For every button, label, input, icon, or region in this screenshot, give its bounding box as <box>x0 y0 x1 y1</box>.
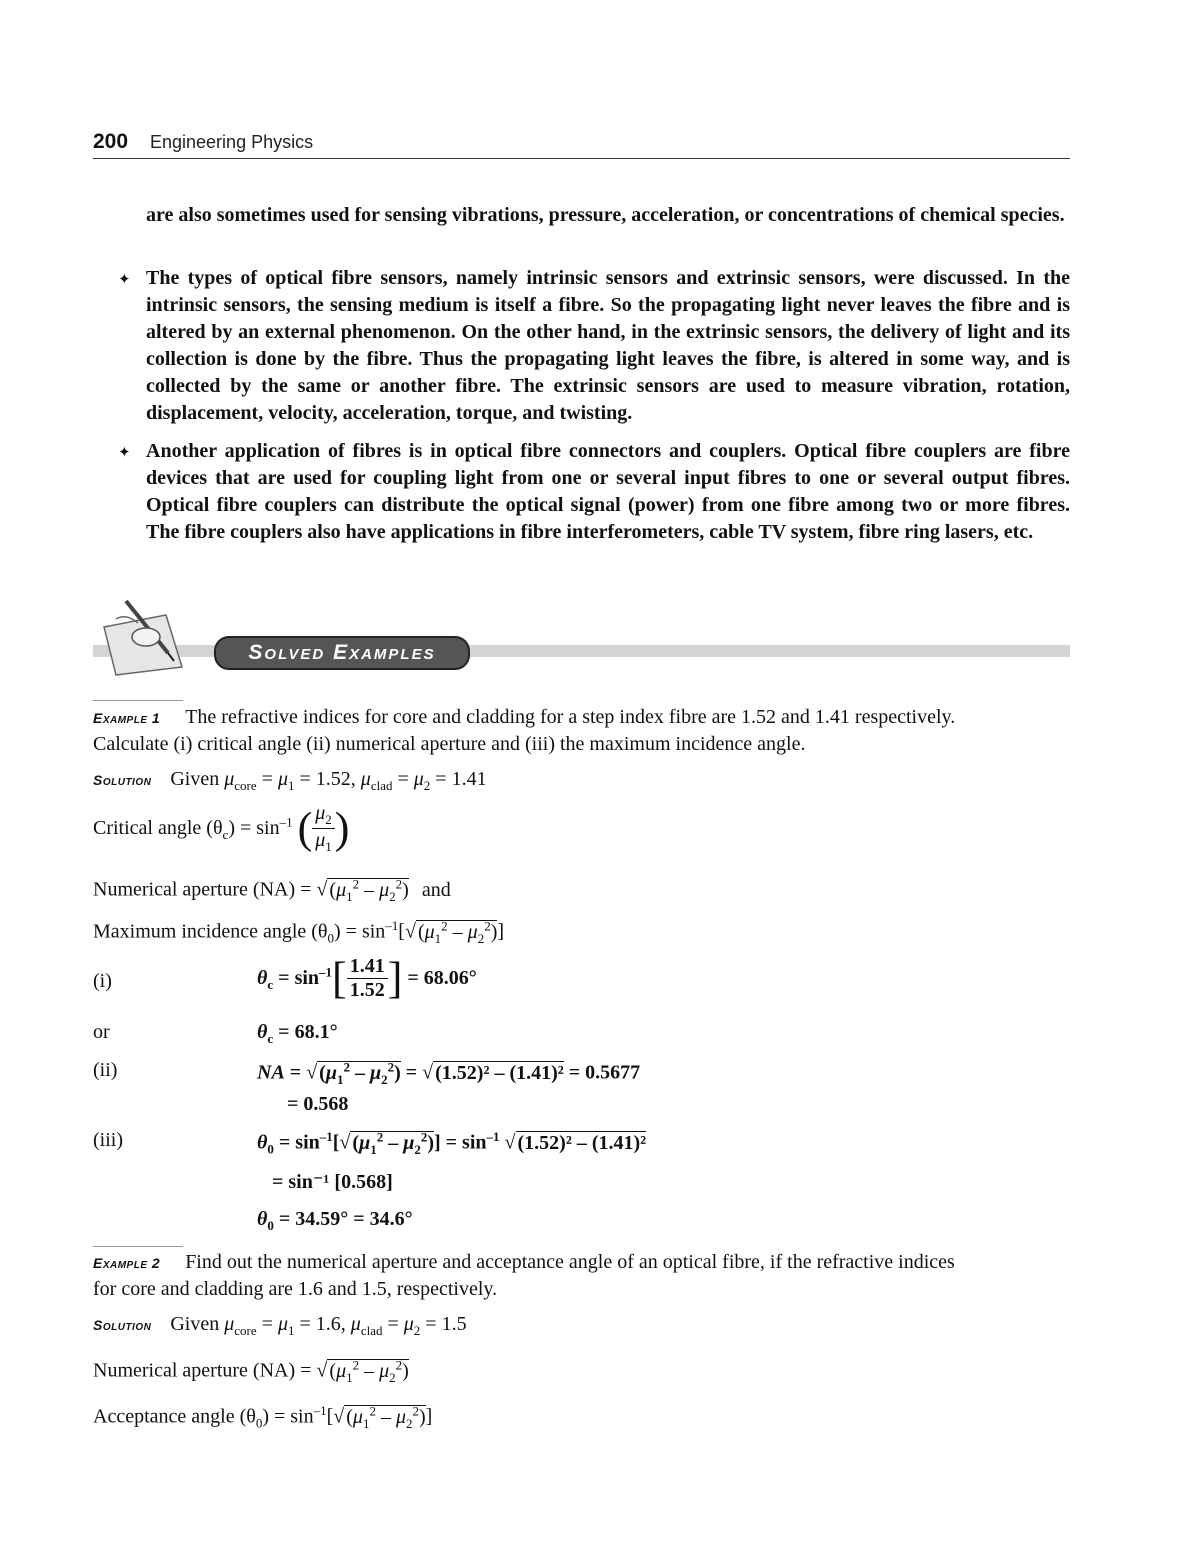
intro-paragraph: are also sometimes used for sensing vibrations, pressure, acceleration, or concentrations of chemical species. <box>146 204 1065 226</box>
bullet-paragraph-sensors: The types of optical fibre sensors, namely intrinsic sensors and extrinsic sensors, were discussed. In the intrinsic sensors, the sensing medium is itself a fibre. So the propagating light never leaves the fibre and is altered by an external phenomenon. On the other hand, in the extrinsic sensors, the delivery of light and its collection is done by the fibre. Thus the propagating light leaves the fibre, is altered in some way, and is collected by the same or another fibre. The extrinsic sensors are used to measure vibration, rotation, displacement, velocity, acceleration, torque, and twisting. <box>146 267 1070 424</box>
bullet-paragraph-couplers: Another application of fibres is in optical fibre connectors and couplers. Optical fibre couplers are fibre devices that are used for coupling light from one or several input fibres to one or several output fibres. Optical fibre couplers can distribute the optical signal (power) from one fibre among two or more fibres. The fibre couplers also have applications in fibre interferometers, cable TV system, fibre ring lasers, etc. <box>146 440 1070 543</box>
part-iii-values: (1.52)² – (1.41)² <box>517 1131 647 1154</box>
part-iii-result: = 34.59° = 34.6° <box>278 1208 413 1230</box>
example-1-solution-given: Solution Given $\mu_{core} = \mu_1 = 1.52$, $\mu_{clad} = \mu_2 = 1.41$ <box>93 768 487 793</box>
part-or-equation: $\theta_c = 68.1^\circ$ <box>257 1021 338 1046</box>
given-word: Given <box>170 1313 220 1335</box>
page-header <box>93 130 1070 159</box>
critical-angle-label-end: ) = sin <box>228 816 280 839</box>
part-ii-values: (1.52)² – (1.41)² <box>435 1061 564 1084</box>
part-ii-label: (ii) <box>93 1059 118 1081</box>
bullet-icon: ✦ <box>118 443 131 461</box>
mu-clad-value: = 1.5 <box>425 1313 467 1335</box>
example-2-label: Example 2 <box>93 1255 161 1271</box>
max-incidence-label-end: ) = sin <box>334 920 386 943</box>
section-title-solved-examples: Solved Examples <box>214 636 470 670</box>
example-2-solution-given: Solution Given $\mu_{core} = \mu_1 = 1.6$, $\mu_{clad} = \mu_2 = 1.5$ <box>93 1313 467 1338</box>
acceptance-label-end: ) = sin <box>262 1405 314 1428</box>
mu-core-value: = 1.52, <box>299 768 356 790</box>
part-i-numerator: 1.41 <box>347 955 388 979</box>
part-iii-final: $\theta_0 = 34.59^\circ = 34.6^\circ$ <box>257 1208 413 1233</box>
part-i-denominator: 1.52 <box>349 979 385 1001</box>
example-1-label: Example 1 <box>93 710 161 726</box>
bullet-icon: ✦ <box>118 270 131 288</box>
part-or-result: = 68.1° <box>278 1021 338 1043</box>
part-ii-rounded: = 0.568 <box>287 1093 349 1115</box>
part-iii-equation: $\theta_0 = \sin^{-1}[√$ $(\mu_1^2 - \mu_2^2)] = \sin^{-1}$ √ (1.52)² – (1.41)² <box>257 1129 647 1157</box>
solution-label: Solution <box>93 1317 152 1333</box>
na-label: Numerical aperture (NA) = <box>93 878 312 901</box>
acceptance-label: Acceptance angle (θ <box>93 1405 256 1428</box>
example-2-line1 <box>93 1251 955 1274</box>
na-label: Numerical aperture (NA) = <box>93 1359 312 1382</box>
part-ii-result: = 0.5677 <box>568 1061 641 1084</box>
part-i-label: (i) <box>93 970 112 992</box>
example-1-problem-line2: Calculate (i) critical angle (ii) numerical aperture and (iii) the maximum incidence angle. <box>93 733 806 755</box>
writing-hand-icon <box>96 597 206 677</box>
mu-clad-value: = 1.41 <box>435 768 487 790</box>
example-2-acceptance-formula: Acceptance angle $(\theta_0) = \sin^{-1}[√$ $(\mu_1^2 - \mu_2^2)$] <box>93 1403 433 1431</box>
page-number: 200 <box>93 130 129 153</box>
part-or-label: or <box>93 1021 110 1043</box>
solution-label: Solution <box>93 772 152 788</box>
example-rule <box>93 700 183 701</box>
example-2-problem: Find out the numerical aperture and acceptance angle of an optical fibre, if the refractive indices <box>185 1251 955 1273</box>
part-ii-equation: NA = √ $(\mu_1^2 - \mu_2^2)$ = √ (1.52)² – (1.41)² = 0.5677 <box>257 1059 641 1087</box>
mu-core-value: = 1.6, <box>299 1313 346 1335</box>
critical-angle-formula: Critical angle $(\theta_c) = \sin^{-1}$ ( $\frac{\mu_2}{\mu_1}$ ) <box>93 802 350 854</box>
example-2-na-formula: Numerical aperture (NA) = √ $(\mu_1^2 - \mu_2^2)$ <box>93 1357 409 1385</box>
example-1-problem: The refractive indices for core and cladding for a step index fibre are 1.52 and 1.41 respectively. <box>185 706 956 728</box>
na-and: and <box>421 878 451 901</box>
critical-angle-label: Critical angle (θ <box>93 816 223 839</box>
part-iii-label: (iii) <box>93 1129 123 1151</box>
part-i-equation: $\theta_c = \sin^{-1}$[ $\frac{1.41}{1.52}$ ] = 68.06° <box>257 953 477 1003</box>
max-incidence-label: Maximum incidence angle (θ <box>93 920 328 943</box>
running-title: Engineering Physics <box>150 132 314 152</box>
example-2-problem-line2: for core and cladding are 1.6 and 1.5, respectively. <box>93 1278 498 1300</box>
example-rule <box>93 1246 183 1247</box>
na-formula: Numerical aperture (NA) = √ $(\mu_1^2 - \mu_2^2)$ and <box>93 876 451 904</box>
max-incidence-formula: Maximum incidence angle $(\theta_0) = \sin^{-1}[√$ $(\mu_1^2 - \mu_2^2)$] <box>93 918 505 946</box>
example-1-line1 <box>93 706 955 729</box>
part-i-result: = 68.06° <box>407 967 477 989</box>
part-iii-step: = sin⁻¹ [0.568] <box>272 1171 393 1193</box>
given-word: Given <box>170 768 220 790</box>
